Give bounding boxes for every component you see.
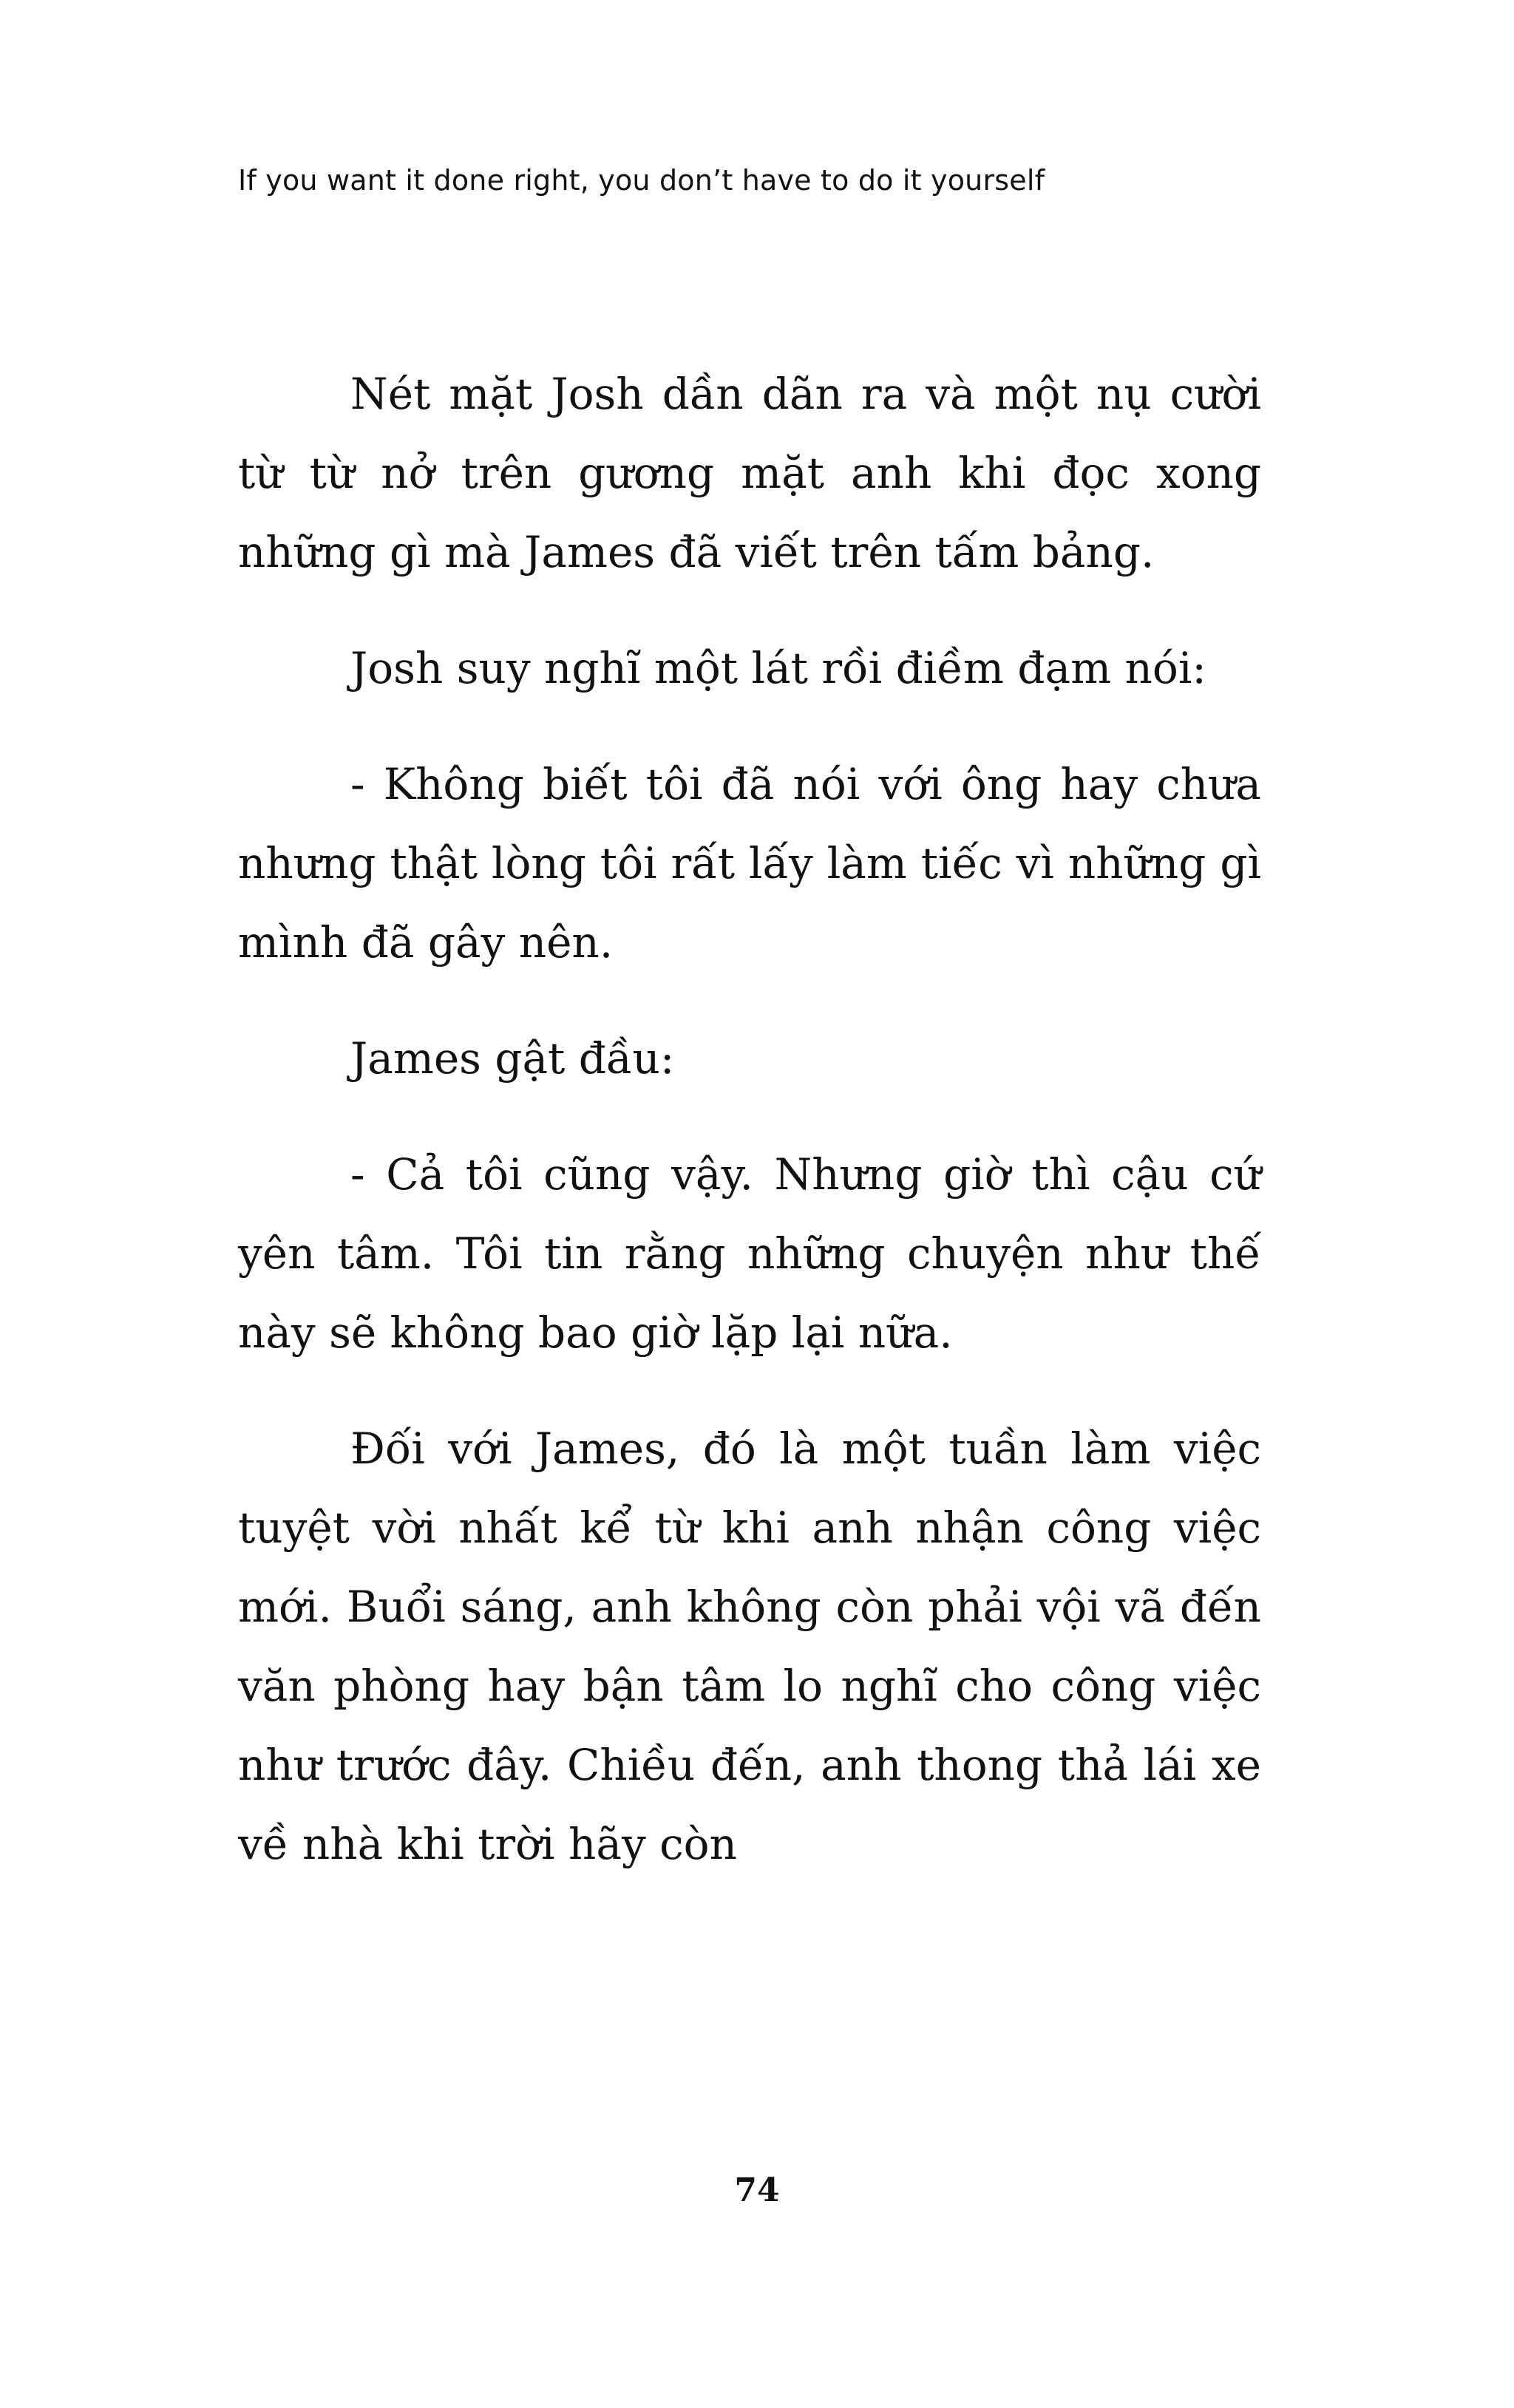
paragraph: Nét mặt Josh dần dãn ra và một nụ cười từ từ nở trên gương mặt anh khi đọc xong những gì mà James đã viết trên tấm bảng. xyxy=(238,369,1261,577)
paragraph: - Cả tôi cũng vậy. Nhưng giờ thì cậu cứ yên tâm. Tôi tin rằng những chuyện như thế này sẽ không bao giờ lặp lại nữa. xyxy=(238,1149,1261,1358)
page-body-text xyxy=(238,355,1261,1921)
paragraph: Josh suy nghĩ một lát rồi điềm đạm nói: xyxy=(350,643,1206,693)
running-header: If you want it done right, you don’t have to do it yourself xyxy=(238,164,1045,197)
paragraph: James gật đầu: xyxy=(350,1033,675,1084)
page-number: 74 xyxy=(734,2171,780,2209)
paragraph: Đối với James, đó là một tuần làm việc tuyệt vời nhất kể từ khi anh nhận công việc mới. Buổi sáng, anh không còn phải vội vã đến văn phòng hay bận tâm lo nghĩ cho công việc như trước đây. Chiều đến, anh thong thả lái xe về nhà khi trời hãy còn xyxy=(238,1424,1261,1869)
paragraph: - Không biết tôi đã nói với ông hay chưa nhưng thật lòng tôi rất lấy làm tiếc vì những gì mình đã gây nên. xyxy=(238,759,1261,967)
